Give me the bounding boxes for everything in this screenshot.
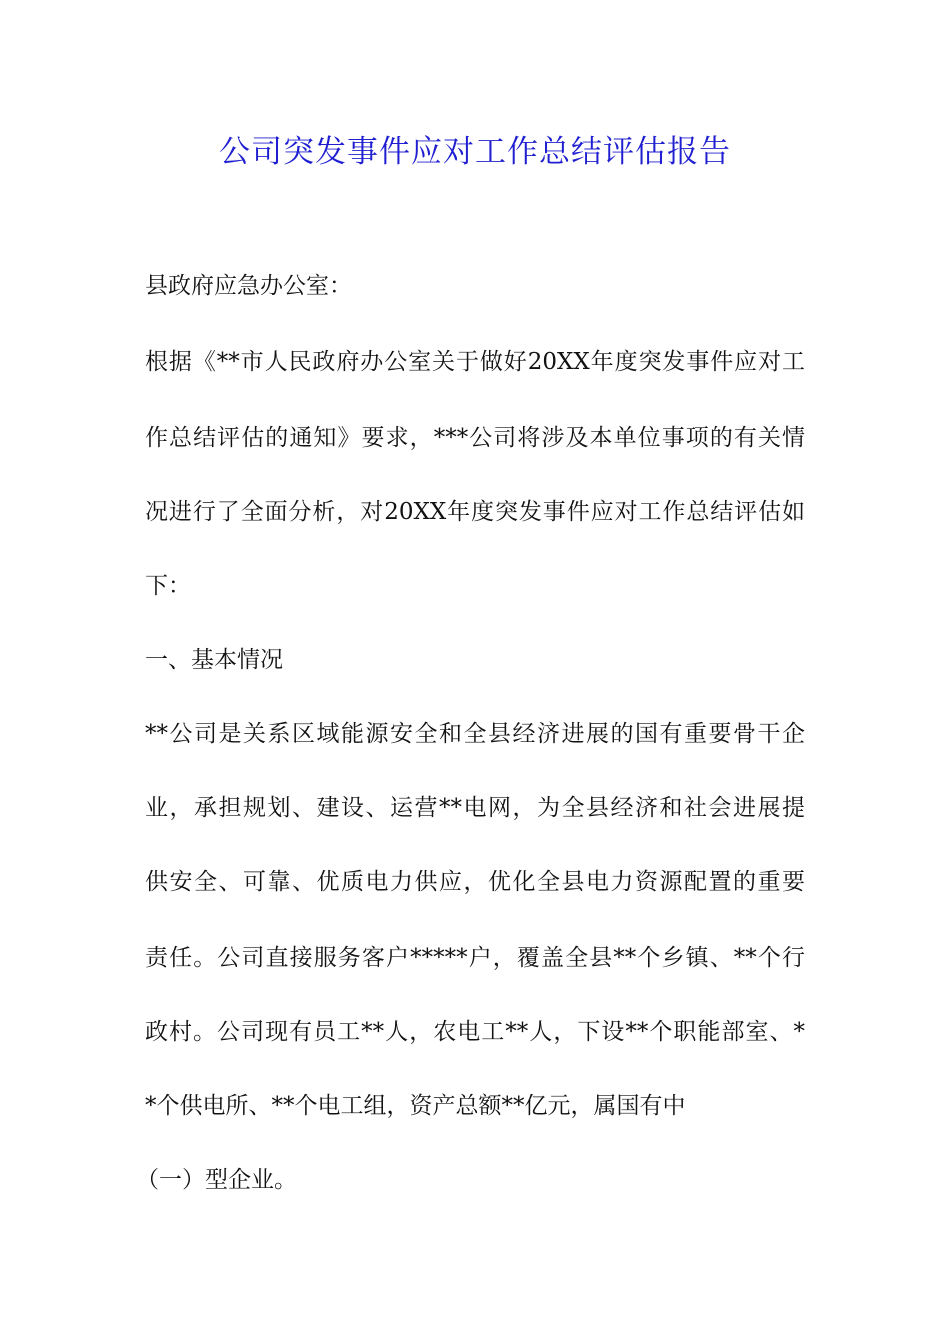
body-line: *个供电所、**个电工组，资产总额**亿元，属国有中	[145, 1093, 686, 1119]
body-line: **公司是关系区域能源安全和全县经济进展的国有重要骨干企	[145, 721, 805, 747]
body-line: 责任。公司直接服务客户*****户，覆盖全县**个乡镇、**个行	[145, 945, 805, 971]
body-line: 下：	[145, 573, 191, 599]
body-line: 供安全、可靠、优质电力供应，优化全县电力资源配置的重要	[145, 869, 805, 895]
addressee-line: 县政府应急办公室：	[145, 273, 352, 299]
body-line: 作总结评估的通知》要求，***公司将涉及本单位事项的有关情	[145, 425, 805, 451]
subsection-line: （一）型企业。	[136, 1167, 297, 1193]
body-line: 业，承担规划、建设、运营**电网，为全县经济和社会进展提	[145, 795, 805, 821]
document-title: 公司突发事件应对工作总结评估报告	[219, 134, 731, 170]
body-line: 况进行了全面分析，对20XX年度突发事件应对工作总结评估如	[145, 499, 805, 525]
body-line: 根据《**市人民政府办公室关于做好20XX年度突发事件应对工	[145, 349, 805, 375]
section-heading: 一、基本情况	[145, 647, 283, 673]
body-line: 政村。公司现有员工**人，农电工**人，下设**个职能部室、*	[145, 1019, 805, 1045]
